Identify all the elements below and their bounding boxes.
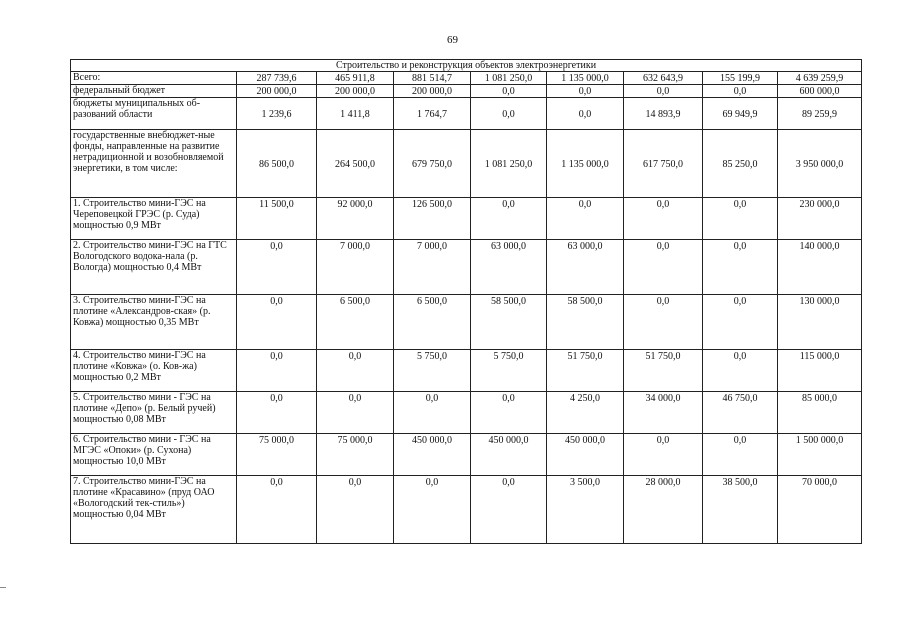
cell: 38 500,0 <box>703 476 778 544</box>
cell: 3 500,0 <box>547 476 624 544</box>
cell: 1 239,6 <box>237 98 317 130</box>
cell: 92 000,0 <box>317 198 394 240</box>
page-number: 69 <box>447 34 458 46</box>
cell: 0,0 <box>471 85 547 98</box>
cell: 0,0 <box>237 476 317 544</box>
cell: 6 500,0 <box>317 295 394 350</box>
cell: 0,0 <box>703 85 778 98</box>
cell: 287 739,6 <box>237 72 317 85</box>
cell: 1 411,8 <box>317 98 394 130</box>
row-label: государственные внебюджет-ные фонды, направленные на развитие нетрадиционной и возобновляемой энергетики, в том числе: <box>71 130 237 198</box>
cell: 7 000,0 <box>394 240 471 295</box>
cell: 1 135 000,0 <box>547 130 624 198</box>
cell: 0,0 <box>317 392 394 434</box>
cell: 6 500,0 <box>394 295 471 350</box>
investment-table <box>70 59 862 544</box>
cell: 75 000,0 <box>237 434 317 476</box>
row-label: 1. Строительство мини-ГЭС на Череповецкой ГРЭС (р. Суда) мощностью 0,9 МВт <box>71 198 237 240</box>
cell: 140 000,0 <box>778 240 862 295</box>
row-label: 5. Строительство мини - ГЭС на плотине «Депо» (р. Белый ручей) мощностью 0,08 МВт <box>71 392 237 434</box>
cell: 58 500,0 <box>471 295 547 350</box>
cell: 450 000,0 <box>394 434 471 476</box>
table-row-item-6 <box>71 434 862 476</box>
row-label: федеральный бюджет <box>71 85 237 98</box>
cell: 0,0 <box>237 350 317 392</box>
cell: 0,0 <box>237 240 317 295</box>
cell: 450 000,0 <box>547 434 624 476</box>
cell: 89 259,9 <box>778 98 862 130</box>
cell: 155 199,9 <box>703 72 778 85</box>
cell: 85 000,0 <box>778 392 862 434</box>
cell: 465 911,8 <box>317 72 394 85</box>
cell: 126 500,0 <box>394 198 471 240</box>
cell: 46 750,0 <box>703 392 778 434</box>
cell: 1 135 000,0 <box>547 72 624 85</box>
cell: 0,0 <box>237 295 317 350</box>
row-label: бюджеты муниципальных об-разований области <box>71 98 237 130</box>
cell: 0,0 <box>703 350 778 392</box>
cell: 14 893,9 <box>624 98 703 130</box>
cell: 0,0 <box>624 434 703 476</box>
cell: 0,0 <box>703 240 778 295</box>
cell: 5 750,0 <box>471 350 547 392</box>
table-row-item-1 <box>71 198 862 240</box>
cell: 0,0 <box>394 392 471 434</box>
row-label: 4. Строительство мини-ГЭС на плотине «Ковжа» (о. Ков-жа) мощностью 0,2 МВт <box>71 350 237 392</box>
cell: 1 081 250,0 <box>471 72 547 85</box>
cell: 4 639 259,9 <box>778 72 862 85</box>
row-label: 3. Строительство мини-ГЭС на плотине «Александров-ская» (р. Ковжа) мощностью 0,35 МВт <box>71 295 237 350</box>
cell: 450 000,0 <box>471 434 547 476</box>
cell: 11 500,0 <box>237 198 317 240</box>
row-label: 2. Строительство мини-ГЭС на ГТС Вологодского водока-нала (р. Вологда) мощностью 0,4 МВт <box>71 240 237 295</box>
cell: 0,0 <box>471 98 547 130</box>
cell: 0,0 <box>624 85 703 98</box>
table-header-row <box>71 60 862 72</box>
cell: 7 000,0 <box>317 240 394 295</box>
cell: 0,0 <box>547 85 624 98</box>
cell: 63 000,0 <box>547 240 624 295</box>
table-row-item-7 <box>71 476 862 544</box>
table-row-item-4 <box>71 350 862 392</box>
cell: 0,0 <box>547 98 624 130</box>
cell: 34 000,0 <box>624 392 703 434</box>
cell: 28 000,0 <box>624 476 703 544</box>
cell: 115 000,0 <box>778 350 862 392</box>
cell: 75 000,0 <box>317 434 394 476</box>
row-label: 7. Строительство мини-ГЭС на плотине «Красавино» (пруд ОАО «Вологодский тек-стиль») мощностью 0,04 МВт <box>71 476 237 544</box>
cell: 0,0 <box>703 434 778 476</box>
table-row-municipal <box>71 98 862 130</box>
cell: 0,0 <box>317 476 394 544</box>
cell: 85 250,0 <box>703 130 778 198</box>
cell: 0,0 <box>547 198 624 240</box>
row-label: Всего: <box>71 72 237 85</box>
cell: 0,0 <box>394 476 471 544</box>
cell: 3 950 000,0 <box>778 130 862 198</box>
cell: 0,0 <box>471 392 547 434</box>
cell: 617 750,0 <box>624 130 703 198</box>
cell: 200 000,0 <box>317 85 394 98</box>
table-row-item-2 <box>71 240 862 295</box>
cell: 51 750,0 <box>547 350 624 392</box>
cell: 5 750,0 <box>394 350 471 392</box>
table-row-total <box>71 72 862 85</box>
cell: 679 750,0 <box>394 130 471 198</box>
cell: 69 949,9 <box>703 98 778 130</box>
cell: 130 000,0 <box>778 295 862 350</box>
cell: 0,0 <box>703 198 778 240</box>
cell: 1 500 000,0 <box>778 434 862 476</box>
cell: 58 500,0 <box>547 295 624 350</box>
cell: 0,0 <box>471 198 547 240</box>
cell: 0,0 <box>471 476 547 544</box>
cell: 0,0 <box>703 295 778 350</box>
cell: 4 250,0 <box>547 392 624 434</box>
cell: 0,0 <box>317 350 394 392</box>
cell: 1 081 250,0 <box>471 130 547 198</box>
cell: 0,0 <box>624 295 703 350</box>
table-row-item-5 <box>71 392 862 434</box>
cell: 230 000,0 <box>778 198 862 240</box>
cell: 881 514,7 <box>394 72 471 85</box>
cell: 600 000,0 <box>778 85 862 98</box>
cell: 0,0 <box>237 392 317 434</box>
table-row-extrabudgetary <box>71 130 862 198</box>
cell: 200 000,0 <box>394 85 471 98</box>
cell: 0,0 <box>624 240 703 295</box>
cell: 0,0 <box>624 198 703 240</box>
cell: 51 750,0 <box>624 350 703 392</box>
table-row-item-3 <box>71 295 862 350</box>
margin-tick <box>0 587 6 588</box>
table-section-title: Строительство и реконструкция объектов электроэнергетики <box>71 60 862 72</box>
cell: 200 000,0 <box>237 85 317 98</box>
cell: 1 764,7 <box>394 98 471 130</box>
cell: 70 000,0 <box>778 476 862 544</box>
cell: 63 000,0 <box>471 240 547 295</box>
cell: 632 643,9 <box>624 72 703 85</box>
table-row-federal <box>71 85 862 98</box>
row-label: 6. Строительство мини - ГЭС на МГЭС «Опоки» (р. Сухона) мощностью 10,0 МВт <box>71 434 237 476</box>
cell: 264 500,0 <box>317 130 394 198</box>
cell: 86 500,0 <box>237 130 317 198</box>
